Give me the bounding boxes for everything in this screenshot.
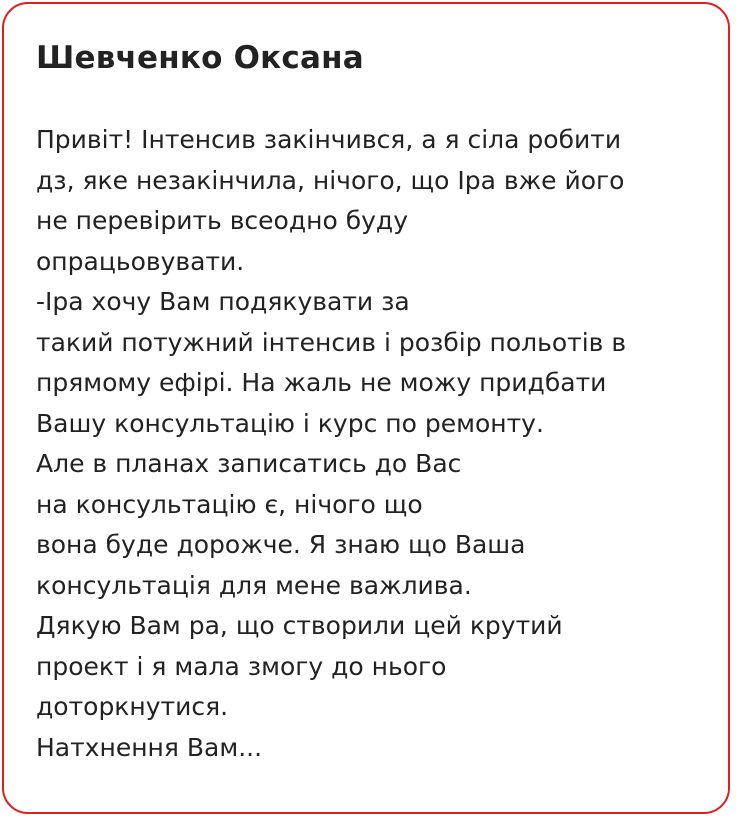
testimonial-text	[36, 120, 706, 768]
message-line: -Іра хочу Вам подякувати за	[36, 287, 410, 316]
message-line: на консультацію є, нічого що	[36, 489, 423, 519]
message-line: Дякую Вам ра, що створили цей крутий	[36, 611, 563, 640]
testimonial-card	[2, 2, 730, 814]
message-line: доторкнутися.	[36, 692, 229, 721]
message-line: не перевірить всеодно буду	[36, 206, 409, 235]
message-line: Вашу консультацію і курс по ремонту.	[36, 408, 544, 438]
message-line: Привіт! Інтенсив закінчився, а я сіла робити	[36, 125, 622, 154]
author-name: Шевченко Оксана	[36, 40, 364, 76]
message-line: проект і я мала змогу до нього	[36, 651, 447, 681]
message-line: Натхнення Вам...	[36, 732, 263, 762]
message-line: опрацьовувати.	[36, 246, 245, 276]
message-line: прямому ефірі. На жаль не можу придбати	[36, 368, 607, 397]
message-line: Але в планах записатись до Вас	[36, 449, 462, 478]
message-line: такий потужний інтенсив і розбір польотів в	[36, 327, 627, 357]
message-line: дз, яке незакінчила, нічого, що Іра вже його	[36, 165, 625, 195]
message-line: вона буде дорожче. Я знаю що Ваша	[36, 530, 526, 559]
message-line: консультація для мене важлива.	[36, 570, 472, 600]
